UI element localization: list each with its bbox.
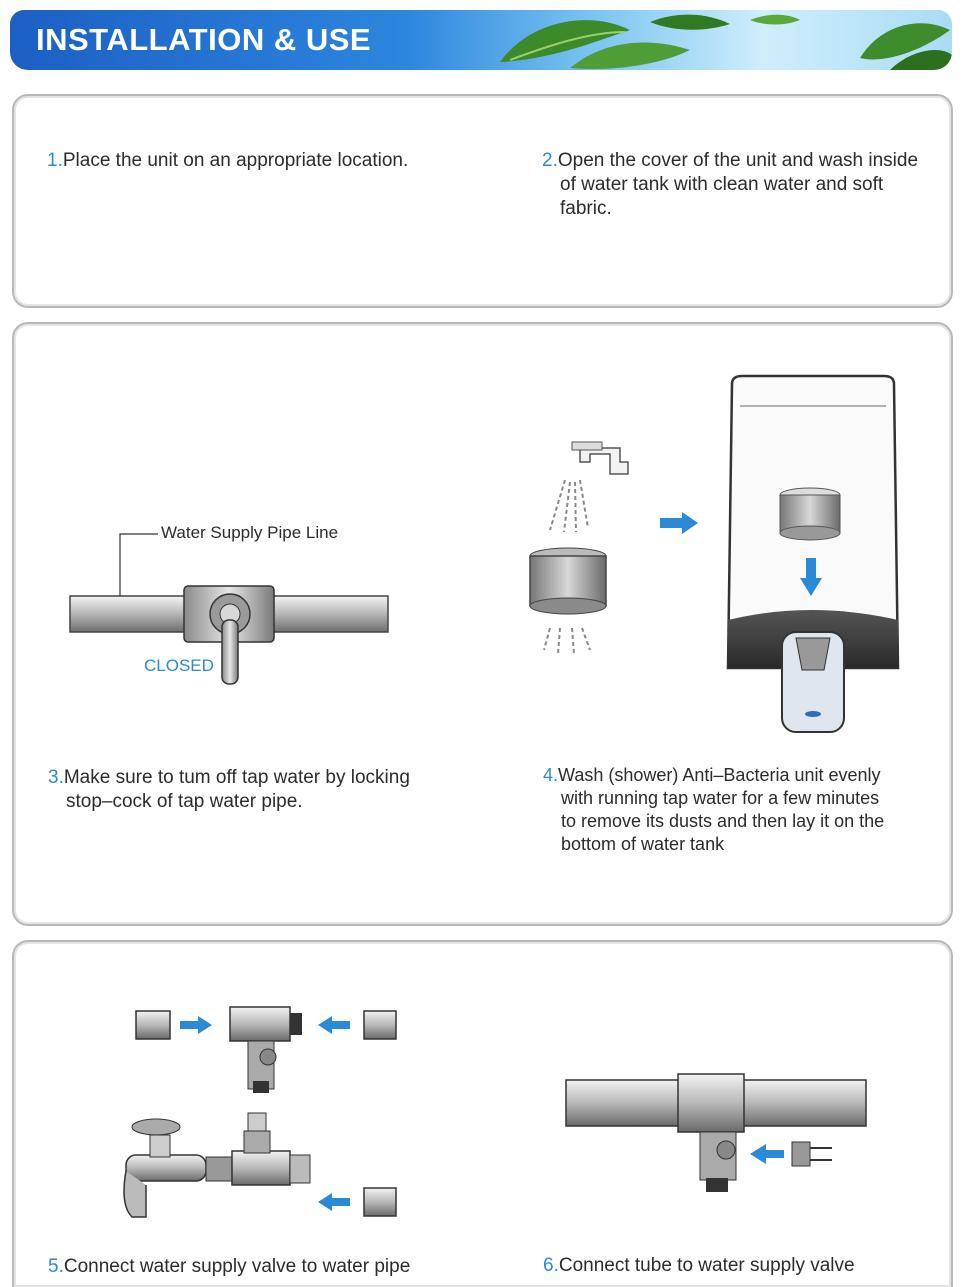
pipe-callout-line <box>120 534 158 596</box>
arrow-left-icon <box>750 1144 784 1164</box>
arrow-right-icon <box>660 512 698 534</box>
arrow-right-icon <box>180 1016 212 1034</box>
step-3: 3.Make sure to tum off tap water by locking stop–cock of tap water pipe. <box>48 767 410 812</box>
tube-fitting-icon <box>792 1142 832 1166</box>
figure-connect-valve <box>120 995 420 1240</box>
step-4: 4.Wash (shower) Anti–Bacteria unit evenly with running tap water for a few minutes to remove its dusts and then lay it on the bottom of water tank <box>543 765 885 854</box>
valve-icon <box>678 1074 744 1192</box>
faucet-icon <box>550 442 628 532</box>
pipe-line-label: Water Supply Pipe Line <box>161 523 339 542</box>
faucet-icon <box>124 1113 310 1217</box>
step-1: 1.Place the unit on an appropriate location. <box>47 150 409 171</box>
step-5: 5.Connect water supply valve to water pipe <box>48 1256 411 1277</box>
water-tank-icon <box>728 376 898 732</box>
valve-icon <box>230 1007 302 1093</box>
figure-connect-tube <box>560 1070 880 1210</box>
filter-cartridge-icon <box>530 548 606 654</box>
arrow-left-icon <box>318 1193 350 1211</box>
step-2: 2.Open the cover of the unit and wash inside of water tank with clean water and soft fabric. <box>542 150 919 219</box>
page-title: INSTALLATION & USE <box>36 22 372 57</box>
leaf-icon <box>500 15 952 70</box>
valve-state-label: CLOSED <box>144 656 214 675</box>
step-6: 6.Connect tube to water supply valve <box>543 1255 855 1276</box>
figure-wash-filter <box>520 370 920 740</box>
arrow-left-icon <box>318 1016 350 1034</box>
pipe-icon <box>364 1188 396 1216</box>
figure-pipe-valve <box>60 520 400 700</box>
header-banner <box>10 10 952 70</box>
